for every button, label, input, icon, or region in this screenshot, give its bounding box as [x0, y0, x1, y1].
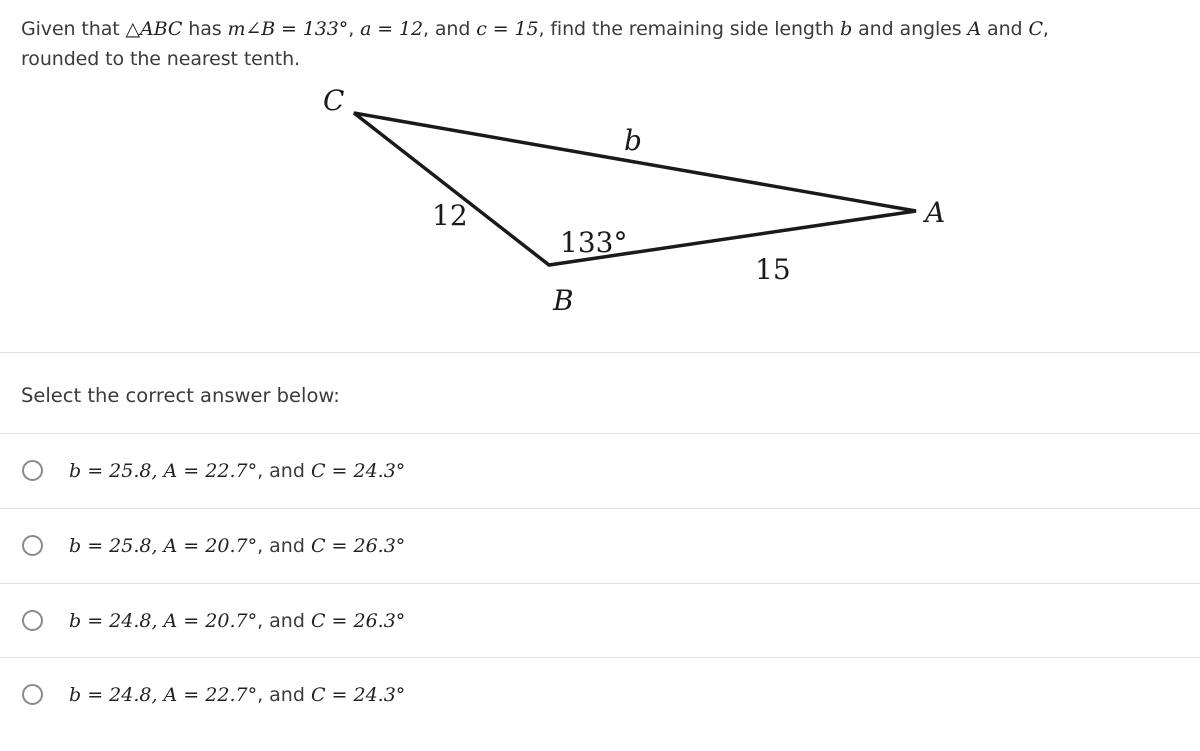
choice-value-c: C = 26.3° — [310, 534, 406, 557]
choice-value-b-a: b = 25.8, A = 22.7° — [69, 459, 258, 482]
angle-b-given: m∠B = 133° — [227, 18, 349, 40]
question-text-part: rounded to the nearest tenth. — [21, 48, 300, 70]
question-text-part: , find the remaining side length — [538, 18, 841, 40]
choice-value-c: C = 26.3° — [310, 609, 406, 632]
side-c-given: c = 15 — [476, 18, 539, 40]
answer-choice-text — [69, 460, 405, 482]
radio-button[interactable] — [22, 610, 43, 631]
choice-value-b-a: b = 25.8, A = 20.7° — [69, 534, 258, 557]
side-b-unknown: b — [840, 18, 853, 40]
angle-label-b: 133° — [560, 226, 628, 259]
question-text-part: , — [1042, 18, 1049, 40]
side-label-c: 15 — [755, 253, 791, 286]
question-text-part: , and — [422, 18, 477, 40]
answer-choice-3[interactable] — [0, 584, 1200, 657]
vertex-label-c: C — [323, 84, 345, 117]
answer-choice-text — [69, 684, 405, 706]
choice-value-b-a: b = 24.8, A = 22.7° — [69, 683, 258, 706]
radio-button[interactable] — [22, 535, 43, 556]
radio-button[interactable] — [22, 684, 43, 705]
choice-value-b-a: b = 24.8, A = 20.7° — [69, 609, 258, 632]
angle-c-unknown: C — [1028, 18, 1043, 40]
answer-choice-2[interactable] — [0, 509, 1200, 582]
triangle-abc: △ABC — [125, 18, 183, 40]
vertex-label-a: A — [925, 196, 946, 229]
choice-value-c: C = 24.3° — [310, 683, 406, 706]
choice-separator: , and — [257, 534, 311, 557]
choice-value-c: C = 24.3° — [310, 459, 406, 482]
question-text-part: , — [348, 18, 361, 40]
choice-separator: , and — [257, 683, 311, 706]
question-text-part: has — [182, 18, 228, 40]
choice-separator: , and — [257, 459, 311, 482]
divider — [0, 352, 1200, 353]
angle-a-unknown: A — [967, 18, 982, 40]
side-label-b: b — [624, 124, 642, 157]
question-text-part: and — [981, 18, 1029, 40]
side-label-a: 12 — [432, 199, 468, 232]
answer-prompt: Select the correct answer below: — [21, 384, 340, 407]
answer-choice-4[interactable] — [0, 658, 1200, 731]
side-a-given: a = 12 — [360, 18, 423, 40]
answer-choice-text — [69, 610, 405, 632]
vertex-label-b: B — [553, 284, 574, 317]
triangle-diagram — [0, 0, 1200, 340]
choice-separator: , and — [257, 609, 311, 632]
answer-choice-text — [69, 535, 405, 557]
question-text-part: and angles — [852, 18, 968, 40]
question-text-part: Given that — [21, 18, 126, 40]
answer-choice-1[interactable] — [0, 434, 1200, 507]
radio-button[interactable] — [22, 460, 43, 481]
